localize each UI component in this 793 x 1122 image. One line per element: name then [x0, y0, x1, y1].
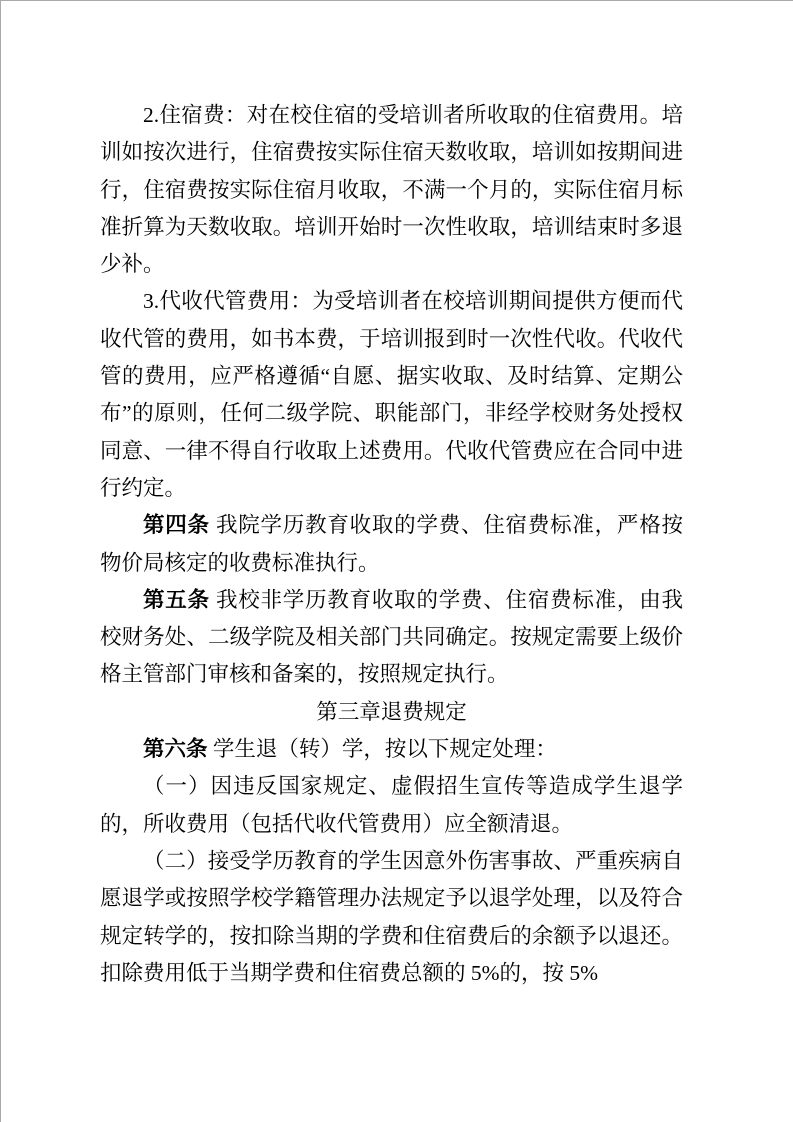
paragraph-article-6 — [100, 731, 683, 768]
paragraph-refund-item-2: （二）接受学历教育的学生因意外伤害事故、严重疾病自愿退学或按照学校学籍管理办法规定予以退学处理，以及符合规定转学的，按扣除当期的学费和住宿费后的余额予以退还。扣除费用低于当期学费和住宿费总额的 5%的，按 5% — [100, 848, 683, 985]
document-body — [100, 97, 683, 992]
paragraph-article-4 — [100, 507, 683, 582]
paragraph-collection-custody-fee: 3.代收代管费用：为受培训者在校培训期间提供方便而代收代管的费用，如书本费，于培训报到时一次性代收。代收代管的费用，应严格遵循“自愿、据实收取、及时结算、定期公布”的原则，任何二级学院、职能部门，非经学校财务处授权同意、一律不得自行收取上述费用。代收代管费应在合同中进行约定。 — [100, 289, 683, 500]
paragraph-article-5 — [100, 582, 683, 694]
article-5-number: 第五条 — [143, 587, 210, 612]
paragraph-accommodation-fee: 2.住宿费：对在校住宿的受培训者所收取的住宿费用。培训如按次进行，住宿费按实际住宿天数收取，培训如按期间进行，住宿费按实际住宿月收取，不满一个月的，实际住宿月标准折算为天数收取。培训开始时一次性收取，培训结束时多退少补。 — [100, 103, 683, 277]
article-6-text: 学生退（转）学，按以下规定处理： — [207, 737, 557, 762]
article-4-number: 第四条 — [143, 513, 210, 538]
article-6-number: 第六条 — [143, 737, 208, 762]
article-5-text: 我校非学历教育收取的学费、住宿费标准，由我校财务处、二级学院及相关部门共同确定。按规定需要上级价格主管部门审核和备案的，按照规定执行。 — [100, 587, 683, 687]
chapter-3-heading: 第三章退费规定 — [316, 699, 467, 724]
paragraph-refund-item-1: （一）因违反国家规定、虚假招生宣传等造成学生退学的，所收费用（包括代收代管费用）应全额清退。 — [100, 774, 683, 836]
article-4-text: 我院学历教育收取的学费、住宿费标准，严格按物价局核定的收费标准执行。 — [100, 513, 683, 575]
